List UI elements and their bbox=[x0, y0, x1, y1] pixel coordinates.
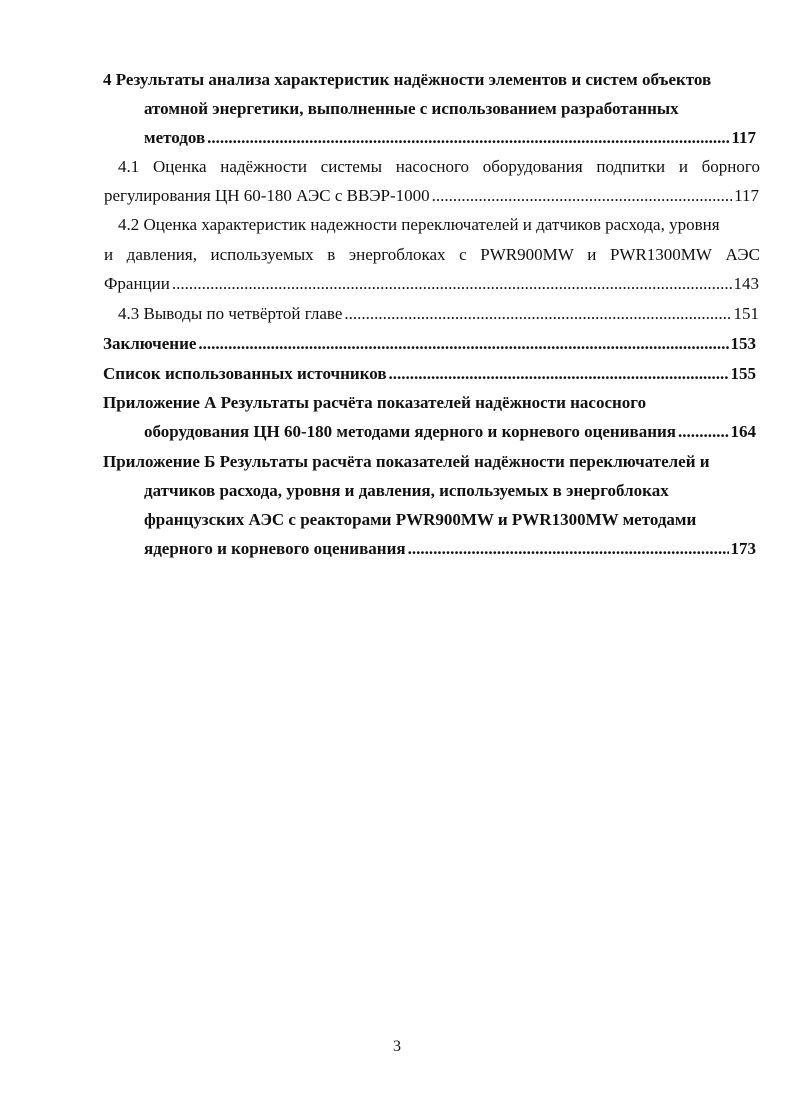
word: и bbox=[587, 245, 597, 264]
toc-ch4-page: 117 bbox=[731, 128, 756, 147]
toc-appB-entry[interactable] bbox=[144, 539, 756, 559]
word: используемых bbox=[210, 245, 314, 264]
leader-dots bbox=[344, 304, 731, 324]
word: с bbox=[459, 245, 467, 264]
toc-s41-page: 117 bbox=[734, 186, 759, 205]
toc-appA-line1: Приложение А Результаты расчёта показателей надёжности насосного bbox=[103, 393, 647, 412]
word: надёжности bbox=[220, 157, 307, 176]
word: энергоблоках bbox=[348, 245, 446, 264]
word: 4.1 bbox=[118, 157, 140, 176]
toc-appB-line2: датчиков расхода, уровня и давления, используемых в энергоблоках bbox=[144, 481, 669, 500]
leader-dots bbox=[678, 422, 729, 442]
toc-s41-entry[interactable] bbox=[104, 186, 759, 206]
word: Оценка bbox=[152, 157, 207, 176]
toc-appA-entry[interactable] bbox=[144, 422, 756, 442]
word: PWR900MW bbox=[480, 245, 574, 264]
toc-s41-line2: регулирования ЦН 60-180 АЭС с ВВЭР-1000 bbox=[104, 186, 430, 205]
toc-sources-entry[interactable] bbox=[103, 364, 756, 384]
toc-conclusion-page: 153 bbox=[730, 334, 756, 353]
word: борного bbox=[701, 157, 760, 176]
leader-dots bbox=[198, 334, 728, 354]
leader-dots bbox=[172, 274, 732, 294]
toc-s43-entry[interactable] bbox=[118, 304, 759, 324]
toc-appB-line3: французских АЭС с реакторами PWR900MW и PWR1300MW методами bbox=[144, 510, 697, 529]
toc-appB-page: 173 bbox=[730, 539, 756, 558]
word: системы bbox=[320, 157, 383, 176]
toc-ch4-line2: атомной энергетики, выполненные с использованием разработанных bbox=[144, 99, 679, 118]
toc-appB-line4: ядерного и корневого оценивания bbox=[144, 539, 406, 558]
toc-ch4-line1: 4 Результаты анализа характеристик надёжности элементов и систем объектов bbox=[103, 70, 712, 89]
toc-sources-label: Список использованных источников bbox=[103, 364, 387, 383]
toc-conclusion-entry[interactable] bbox=[103, 334, 756, 354]
word: и bbox=[678, 157, 688, 176]
toc-s42-line1: 4.2 Оценка характеристик надежности переключателей и датчиков расхода, уровня bbox=[118, 215, 720, 234]
toc-s42-page: 143 bbox=[733, 274, 759, 293]
toc-s42-line2 bbox=[104, 245, 760, 265]
word: АЭС bbox=[725, 245, 760, 264]
leader-dots bbox=[432, 186, 732, 206]
word: насосного bbox=[395, 157, 470, 176]
page-number: 3 bbox=[393, 1038, 401, 1055]
toc-ch4-entry[interactable] bbox=[144, 128, 756, 148]
leader-dots bbox=[389, 364, 729, 384]
word: в bbox=[327, 245, 336, 264]
word: давления, bbox=[126, 245, 197, 264]
leader-dots bbox=[207, 128, 729, 148]
toc-conclusion-label: Заключение bbox=[103, 334, 197, 353]
toc-s42-entry[interactable] bbox=[104, 274, 759, 294]
leader-dots bbox=[408, 539, 729, 559]
toc-ch4-line3: методов bbox=[144, 128, 206, 147]
toc-appA-line2: оборудования ЦН 60-180 методами ядерного и корневого оценивания bbox=[144, 422, 676, 441]
toc-s43-label: 4.3 Выводы по четвёртой главе bbox=[118, 304, 343, 323]
word: оборудования bbox=[482, 157, 583, 176]
toc-s42-line3: Франции bbox=[104, 274, 170, 293]
word: PWR1300MW bbox=[609, 245, 712, 264]
word: и bbox=[104, 245, 114, 264]
toc-appB-line1: Приложение Б Результаты расчёта показателей надёжности переключателей и bbox=[103, 452, 710, 471]
toc-s43-page: 151 bbox=[733, 304, 759, 323]
toc-appA-page: 164 bbox=[730, 422, 756, 441]
toc-s41-line1 bbox=[118, 157, 760, 177]
toc-sources-page: 155 bbox=[730, 364, 756, 383]
word: подпитки bbox=[596, 157, 666, 176]
